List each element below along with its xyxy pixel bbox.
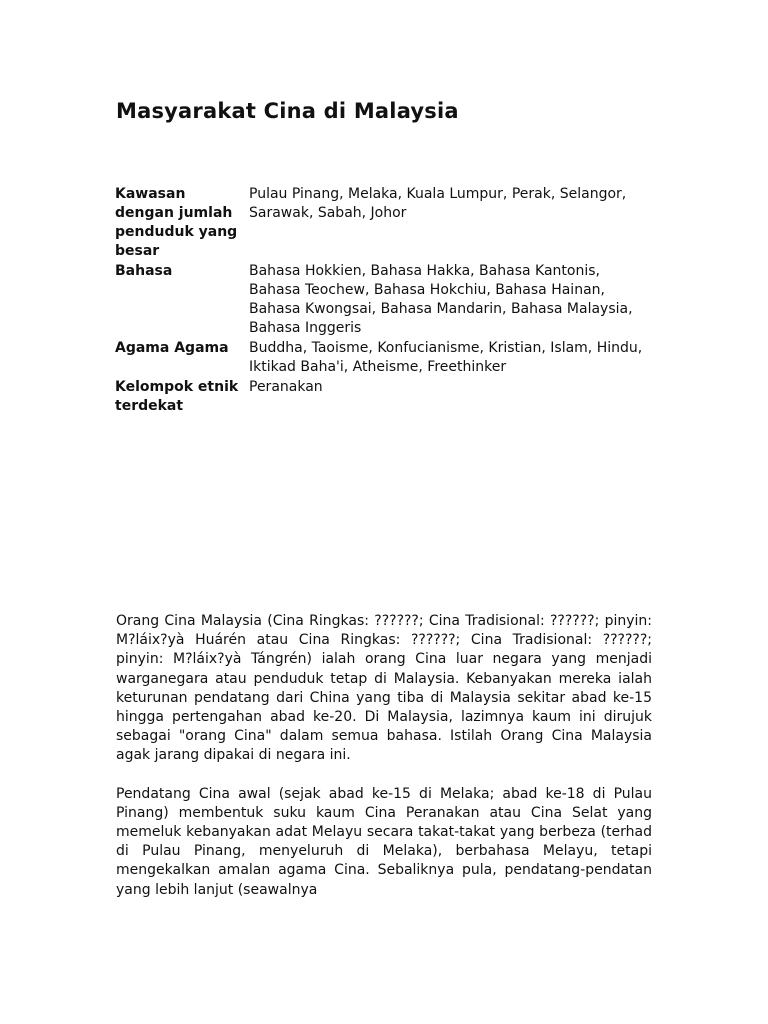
- infobox-row: [114, 185, 654, 261]
- infobox-label: Agama Agama: [115, 340, 229, 356]
- paragraph: Orang Cina Malaysia (Cina Ringkas: ??????; Cina Tradisional: ??????; pinyin: M?láix?yà Huárén atau Cina Ringkas: ??????; Cina Tradisional: ??????; pinyin: M?láix?yà Tángrén) ialah orang Cina luar negara yang menjadi warganegara atau penduduk tetap di Malaysia. Kebanyakan mereka ialah keturunan pendatang dari China yang tiba di Malaysia sekitar abad ke-15 hingga pertengahan abad ke-20. Di Malaysia, lazimnya kaum ini dirujuk sebagai "orang Cina" dalam semua bahasa. Istilah Orang Cina Malaysia agak jarang dipakai di negara ini.: [116, 613, 652, 764]
- infobox-row: [114, 338, 654, 377]
- infobox-label: Kawasan dengan jumlah penduduk yang besar: [115, 186, 238, 259]
- infobox-label: Bahasa: [115, 263, 173, 279]
- infobox-label: Kelompok etnik terdekat: [115, 379, 239, 414]
- infobox-value: Peranakan: [249, 379, 323, 395]
- paragraph: Pendatang Cina awal (sejak abad ke-15 di Melaka; abad ke-18 di Pulau Pinang) membentuk suku kaum Cina Peranakan atau Cina Selat yang memeluk kebanyakan adat Melayu secara takat-takat yang berbeza (terhad di Pulau Pinang, menyeluruh di Melaka), berbahasa Melayu, tetapi mengekalkan amalan agama Cina. Sebaliknya pula, pendatang-pendatan yang lebih lanjut (seawalnya: [116, 785, 652, 898]
- infobox-value: Pulau Pinang, Melaka, Kuala Lumpur, Perak, Selangor, Sarawak, Sabah, Johor: [249, 186, 627, 221]
- page-title: Masyarakat Cina di Malaysia: [116, 99, 459, 123]
- infobox-value: Buddha, Taoisme, Konfucianisme, Kristian, Islam, Hindu, Iktikad Baha'i, Atheisme, Freethinker: [249, 340, 643, 375]
- infobox-row: [114, 261, 654, 338]
- infobox-table: [114, 185, 654, 416]
- infobox-value: Bahasa Hokkien, Bahasa Hakka, Bahasa Kantonis, Bahasa Teochew, Bahasa Hokchiu, Bahasa Hainan, Bahasa Kwongsai, Bahasa Mandarin, Bahasa Malaysia, Bahasa Inggeris: [249, 263, 633, 336]
- article-body: [116, 612, 652, 919]
- infobox-row: [114, 377, 654, 416]
